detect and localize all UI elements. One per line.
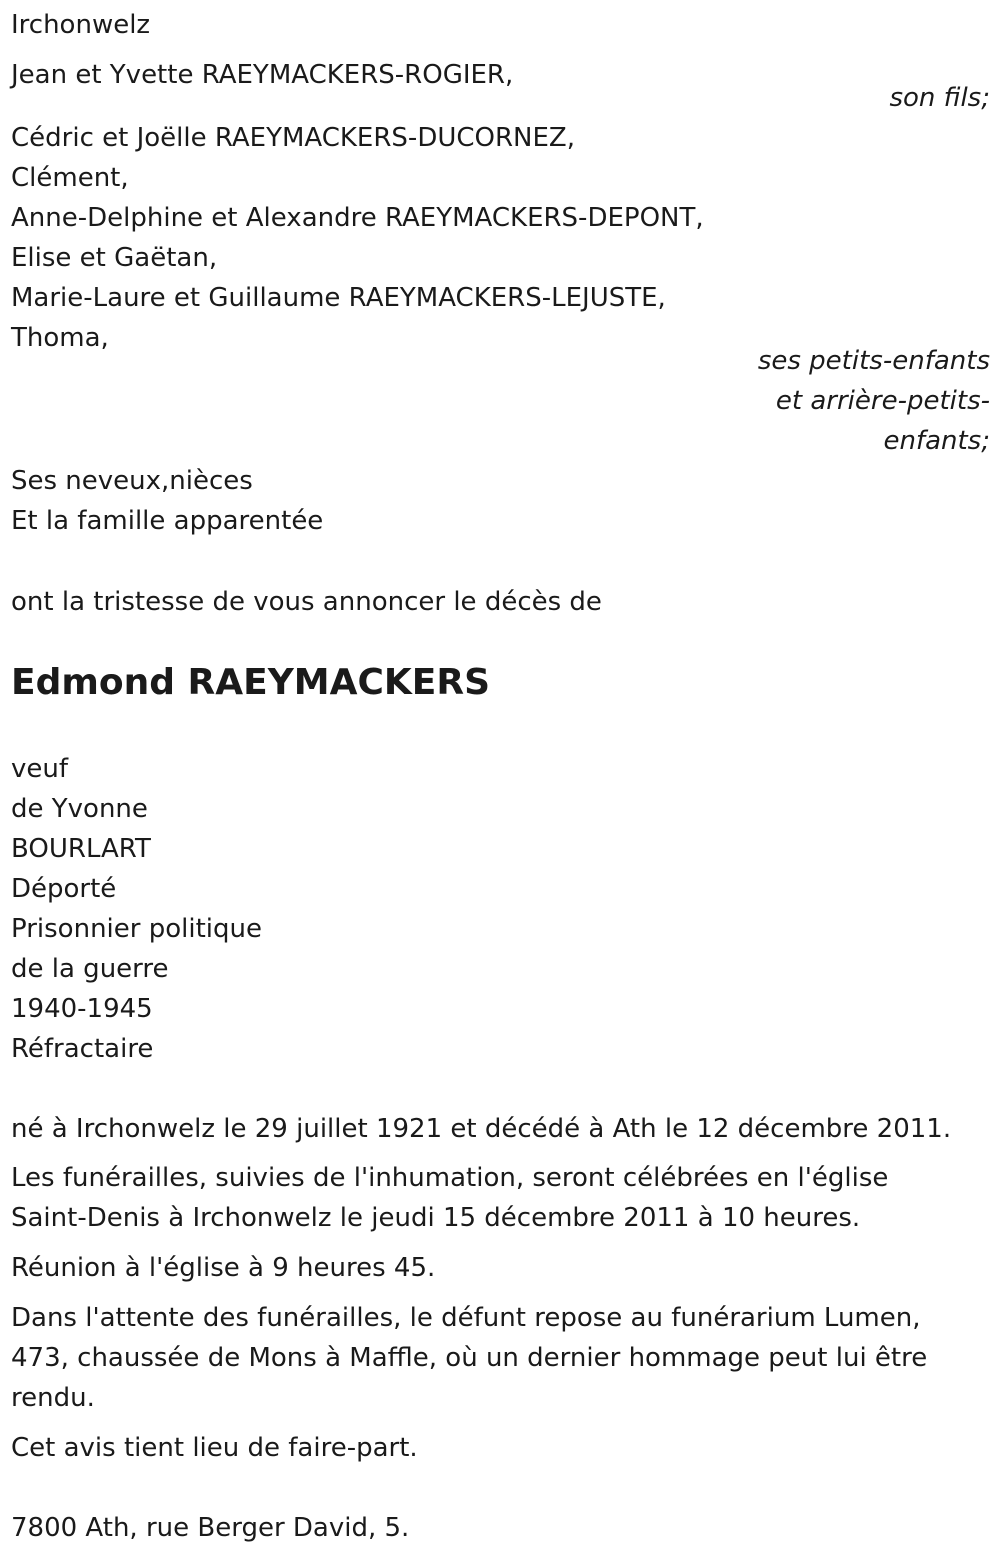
deceased-name: Edmond RAEYMACKERS [11,662,491,703]
relatives-line: Et la famille apparentée [11,506,324,536]
viewing-text: Dans l'attente des funérailles, le défunt repose au funérarium Lumen, 473, chaussée de Mons à Maffle, où un dernier hommage peut lui être rendu. [11,1303,928,1413]
notice-text: Cet avis tient lieu de faire-part. [11,1433,418,1463]
grandchild-line: Elise et Gaëtan, [11,243,218,273]
funeral-text: Les funérailles, suivies de l'inhumation, seront célébrées en l'église Saint-Denis à Irchonwelz le jeudi 15 décembre 2011 à 10 heures. [11,1163,889,1233]
grandchild-line: Clément, [11,163,129,193]
grandchild-line: Cédric et Joëlle RAEYMACKERS-DUCORNEZ, [11,123,576,153]
grandchild-line: Thoma, [11,323,109,353]
title-line: de Yvonne [11,794,148,824]
son-names: Jean et Yvette RAEYMACKERS-ROGIER, [11,60,514,90]
title-line: Réfractaire [11,1034,154,1064]
title-line: veuf [11,754,69,784]
title-line: Déporté [11,874,117,904]
title-line: 1940-1945 [11,994,153,1024]
grandchildren-role-line: enfants; [883,426,990,456]
grandchildren-role-line: et arrière-petits- [775,386,990,416]
title-line: BOURLART [11,834,151,864]
grandchildren-role-line: ses petits-enfants [757,346,990,376]
title-line: de la guerre [11,954,169,984]
son-role: son fils; [889,83,990,113]
relatives-line: Ses neveux,nièces [11,466,253,496]
title-line: Prisonnier politique [11,914,262,944]
announcement-text: ont la tristesse de vous annoncer le décès de [11,587,602,617]
address-text: 7800 Ath, rue Berger David, 5. [11,1513,410,1543]
meeting-text: Réunion à l'église à 9 heures 45. [11,1253,436,1283]
grandchild-line: Anne-Delphine et Alexandre RAEYMACKERS-DEPONT, [11,203,704,233]
place-header: Irchonwelz [11,10,151,40]
birth-death-text: né à Irchonwelz le 29 juillet 1921 et décédé à Ath le 12 décembre 2011. [11,1114,952,1144]
grandchild-line: Marie-Laure et Guillaume RAEYMACKERS-LEJUSTE, [11,283,666,313]
